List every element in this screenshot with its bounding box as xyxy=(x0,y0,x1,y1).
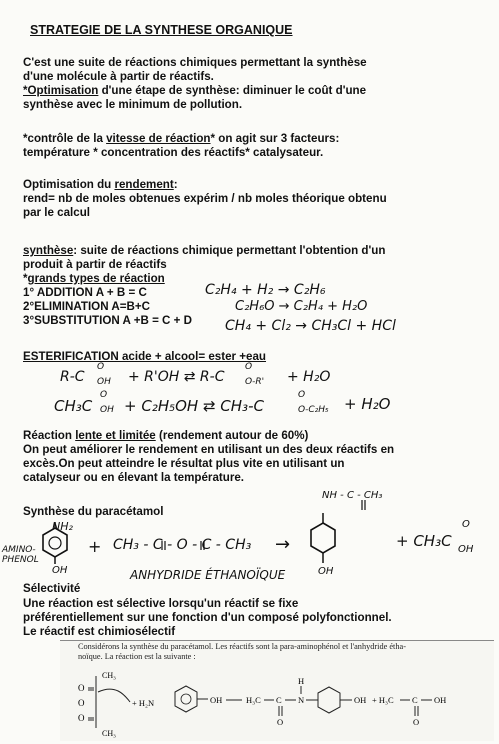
eq-ring-2 xyxy=(318,687,340,713)
vitesse-line-2: température * concentration des réactifs* catalysateur. xyxy=(23,146,324,159)
hw-anhydride-formula: CH₃ - C - O - C - CH₃ xyxy=(113,537,252,553)
hw-product-ring xyxy=(311,523,335,553)
hw-reaction-addition: C₂H₄ + H₂ → C₂H₆ xyxy=(205,282,326,298)
eq-h: H xyxy=(298,676,305,686)
hw-acid: + CH₃C xyxy=(396,532,452,550)
selectivite-line-3: Le réactif est chimiosélectif xyxy=(23,625,176,638)
printed-line-1: Considérons la synthèse du paracétamol. Les réactifs sont la para-aminophénol et l'anhydride étha- xyxy=(78,642,406,651)
reaction-pre: Réaction xyxy=(23,429,76,442)
types-label: grands types de réaction xyxy=(27,272,165,285)
eq-o-1: O xyxy=(78,683,85,693)
hw-ester-example-end: + H₂O xyxy=(344,395,391,413)
intro-line-1: C'est une suite de réactions chimiques permettant la synthèse xyxy=(23,56,367,69)
eq-o-2: O xyxy=(78,698,85,708)
hw-arrow: → xyxy=(275,534,291,555)
eq-oh2: OH xyxy=(434,695,447,705)
eq-h3c: H₃C xyxy=(246,695,261,705)
hw-aminophenol-circle xyxy=(49,537,61,549)
eq-acid: + H₃C xyxy=(372,695,394,705)
hw-ester-example-oc2h5: O-C₂H₅ xyxy=(298,405,329,415)
optimisation-line-2: synthèse avec le minimum de pollution. xyxy=(23,98,243,111)
optimisation-line xyxy=(23,84,366,97)
reaction-line-4: catalyseur ou en élevant la température. xyxy=(23,471,245,484)
hw-ester-general-or: O-R' xyxy=(245,377,265,387)
hw-reaction-substitution: CH₄ + Cl₂ → CH₃Cl + HCl xyxy=(225,318,396,334)
eq-ring-1-circle xyxy=(181,694,191,704)
optimisation-text: d'une étape de synthèse: diminuer le coût d'une xyxy=(98,84,367,97)
hw-ester-example-o2: O xyxy=(298,390,306,400)
vitesse-label: vitesse de réaction xyxy=(106,132,211,145)
selectivite-title: Sélectivité xyxy=(23,582,81,595)
hw-oh: OH xyxy=(52,565,68,576)
selectivite-line-2: préférentiellement sur une fonction d'un composé polyfonctionnel. xyxy=(23,611,392,624)
hw-acid-o: O xyxy=(462,519,470,530)
hw-ester-general-left: R-C xyxy=(60,369,85,385)
rendement-post: : xyxy=(173,178,178,191)
types-star: * xyxy=(23,272,28,285)
vitesse-pre: *contrôle de la xyxy=(23,132,107,145)
hw-ester-general-end: + H₂O xyxy=(287,369,331,385)
hw-acid-oh: OH xyxy=(458,544,474,555)
synthese-text: : suite de réactions chimique permettant l'obtention d'un xyxy=(73,244,386,257)
eq-n: N xyxy=(298,695,305,705)
rendement-pre: Optimisation du xyxy=(23,178,115,191)
printed-reaction-equation xyxy=(60,664,494,742)
type-item-substitution: 3°SUBSTITUTION A +B = C + D xyxy=(23,314,193,327)
intro-line-2: d'une molécule à partir de réactifs. xyxy=(23,70,214,83)
reaction-line-2: On peut améliorer le rendement en utilisant un des deux réactifs en xyxy=(23,443,395,456)
hw-ester-example-left: CH₃C xyxy=(54,397,93,415)
eq-ring-1 xyxy=(175,686,197,712)
reaction-label: lente et limitée xyxy=(75,429,156,442)
hw-product-oh: OH xyxy=(318,566,334,577)
eq-o-3: O xyxy=(78,713,85,723)
eq-o-5: O xyxy=(413,717,420,727)
rendement-heading xyxy=(23,178,178,191)
paracetamol-title: Synthèse du paracétamol xyxy=(23,505,164,518)
rendement-line-2: par le calcul xyxy=(23,206,91,219)
optimisation-label: *Optimisation xyxy=(23,84,99,97)
reaction-line-3: excès.On peut atteindre le résultat plus vite en utilisant un xyxy=(23,457,345,470)
synthese-line xyxy=(23,244,385,257)
printed-line-2: noïque. La réaction est la suivante : xyxy=(78,652,196,661)
hw-amino-phenol-label: AMINO-PHENOL xyxy=(2,545,39,565)
hw-nh2: NH₂ xyxy=(52,520,73,533)
eq-h2n: + H₂N xyxy=(132,698,155,708)
eq-o-4: O xyxy=(277,717,284,727)
selectivite-line-1: Une réaction est sélective lorsqu'un réactif se fixe xyxy=(23,597,299,610)
vitesse-line xyxy=(23,132,339,145)
hw-ester-general-oh: OH xyxy=(97,377,111,387)
hw-ester-general-o2: O xyxy=(245,362,253,372)
hw-ester-general-o: O xyxy=(97,362,105,372)
hw-anhydride-name: ANHYDRIDE ÉTHANOÏQUE xyxy=(130,568,286,582)
rendement-label: rendement xyxy=(114,178,174,191)
types-heading xyxy=(23,272,165,285)
eq-arrow-curve xyxy=(98,689,130,702)
type-item-elimination: 2°ELIMINATION A=B+C xyxy=(23,300,151,313)
rendement-line-1: rend= nb de moles obtenues expérim / nb moles théorique obtenu xyxy=(23,192,387,205)
hw-ester-example-o: O xyxy=(100,390,108,400)
hw-product-top: NH - C - CH₃ xyxy=(322,490,383,501)
page-title: STRATEGIE DE LA SYNTHESE ORGANIQUE xyxy=(30,23,293,37)
eq-oh-end: OH xyxy=(354,695,367,705)
eq-c2: C xyxy=(412,695,418,705)
vitesse-post: * on agit sur 3 facteurs: xyxy=(210,132,340,145)
hw-ester-general-mid: + R'OH ⇄ R-C xyxy=(128,369,225,385)
hw-reaction-elimination: C₂H₆O → C₂H₄ + H₂O xyxy=(235,299,368,314)
eq-ch3-top: CH₃ xyxy=(102,671,116,680)
synthese-line-2: produit à partir de réactifs xyxy=(23,258,167,271)
reaction-line xyxy=(23,429,308,442)
hw-ester-example-oh: OH xyxy=(100,405,114,415)
type-item-addition: 1° ADDITION A + B = C xyxy=(23,286,147,299)
eq-ch3-bot: CH₃ xyxy=(102,729,116,738)
esterification-title: ESTERIFICATION acide + alcool= ester +eau xyxy=(23,350,267,363)
hw-plus-1: + xyxy=(88,537,102,556)
eq-c: C xyxy=(276,695,282,705)
reaction-post: (rendement autour de 60%) xyxy=(155,429,309,442)
synthese-label: synthèse xyxy=(23,244,74,257)
hw-ester-example-mid: + C₂H₅OH ⇄ CH₃-C xyxy=(124,397,264,415)
eq-oh: OH xyxy=(210,695,223,705)
